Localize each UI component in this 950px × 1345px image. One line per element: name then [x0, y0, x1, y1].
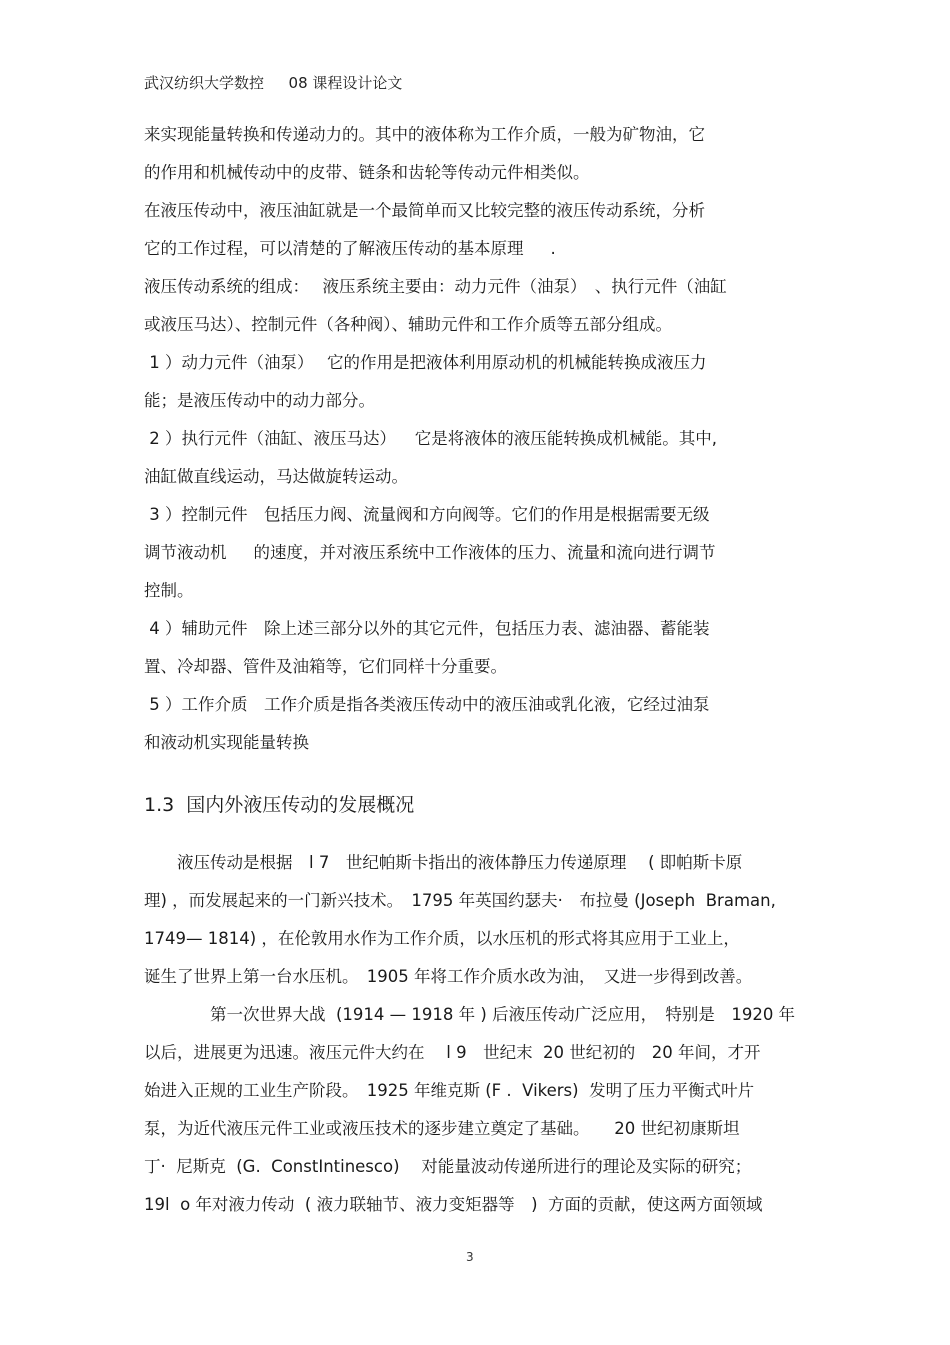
section-heading: 1.3 国内外液压传动的发展概况: [144, 794, 415, 816]
history-line: 理) ，而发展起来的一门新兴技术。 1795 年英国约瑟夫· 布拉曼 (Joseph Braman,: [144, 891, 776, 910]
body-line: 1 ）动力元件（油泵） 它的作用是把液体利用原动机的机械能转换成液压力: [144, 353, 707, 372]
body-line: 置、冷却器、管件及油箱等，它们同样十分重要。: [144, 657, 507, 676]
page-number: 3: [466, 1250, 474, 1264]
page-header: 武汉纺织大学数控 08 课程设计论文: [144, 74, 403, 92]
body-line: 在液压传动中，液压油缸就是一个最简单而又比较完整的液压传动系统，分析: [144, 201, 705, 220]
body-line: 的作用和机械传动中的皮带、链条和齿轮等传动元件相类似。: [144, 163, 590, 182]
body-line: 4 ）辅助元件 除上述三部分以外的其它元件，包括压力表、滤油器、蓄能装: [144, 619, 710, 638]
body-line: 2 ）执行元件（油缸、液压马达） 它是将液体的液压能转换成机械能。其中,: [144, 429, 717, 448]
history-line: 始进入正规的工业生产阶段。 1925 年维克斯 (F . Vikers) 发明了压力平衡式叶片: [144, 1081, 755, 1100]
body-line: 它的工作过程，可以清楚的了解液压传动的基本原理 .: [144, 239, 556, 258]
body-line: 5 ）工作介质 工作介质是指各类液压传动中的液压油或乳化液，它经过油泵: [144, 695, 710, 714]
history-line: 以后，进展更为迅速。液压元件大约在 l 9 世纪末 20 世纪初的 20 年间，才开: [144, 1043, 761, 1062]
history-line: 液压传动是根据 l 7 世纪帕斯卡指出的液体静压力传递原理 ( 即帕斯卡原: [144, 853, 743, 872]
body-line: 3 ）控制元件 包括压力阀、流量阀和方向阀等。它们的作用是根据需要无级: [144, 505, 710, 524]
history-line: 泵，为近代液压元件工业或液压技术的逐步建立奠定了基础。 20 世纪初康斯坦: [144, 1119, 740, 1138]
history-line: 诞生了世界上第一台水压机。 1905 年将工作介质水改为油， 又进一步得到改善。: [144, 967, 753, 986]
body-line: 和液动机实现能量转换: [144, 733, 309, 752]
history-line: 第一次世界大战 (1914 — 1918 年 ) 后液压传动广泛应用， 特别是 1920 年: [144, 1005, 796, 1024]
history-line: 1749— 1814) ，在伦敦用水作为工作介质，以水压机的形式将其应用于工业上，: [144, 929, 740, 948]
body-line: 来实现能量转换和传递动力的。其中的液体称为工作介质，一般为矿物油，它: [144, 125, 705, 144]
history-line: 丁· 尼斯克 (G. ConstIntinesco) 对能量波动传递所进行的理论及实际的研究；: [144, 1157, 752, 1176]
body-line: 液压传动系统的组成： 液压系统主要由：动力元件（油泵） 、执行元件（油缸: [144, 277, 727, 296]
body-line: 能；是液压传动中的动力部分。: [144, 391, 375, 410]
body-line: 控制。: [144, 581, 194, 600]
body-line: 油缸做直线运动，马达做旋转运动。: [144, 467, 408, 486]
history-line: 19l o 年对液力传动 ( 液力联轴节、液力变矩器等 ) 方面的贡献，使这两方面领域: [144, 1195, 763, 1214]
body-line: 调节液动机 的速度，并对液压系统中工作液体的压力、流量和流向进行调节: [144, 543, 716, 562]
body-line: 或液压马达）、控制元件（各种阀）、辅助元件和工作介质等五部分组成。: [144, 315, 672, 334]
